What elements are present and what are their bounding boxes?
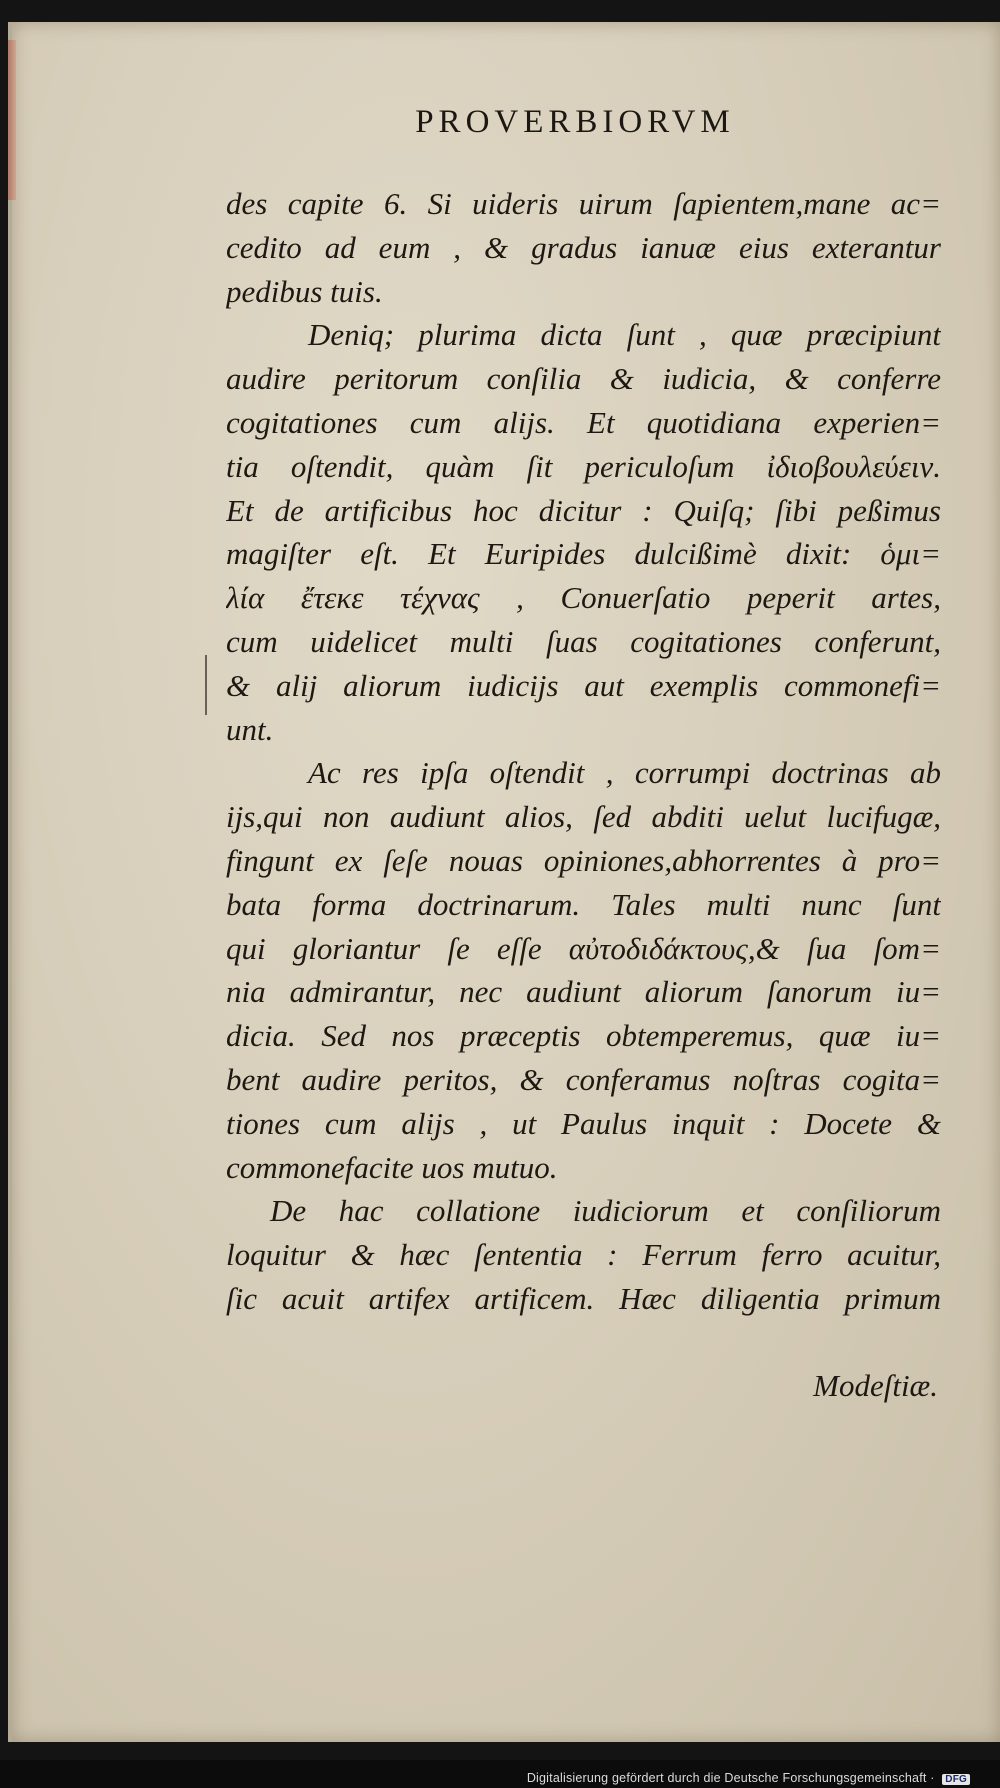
running-title: PROVERBIORVM [415,104,735,140]
body-text [226,182,941,1321]
text-line: tiones cum alijs , ut Paulus inquit : Docete & [226,1105,941,1141]
text-line: audire peritorum conſilia & iudicia, & conferre [226,361,941,397]
dfg-logo: DFG [942,1774,970,1785]
text-line: Ac res ipſa oſtendit , corrumpi doctrinas ab [308,755,941,791]
text-line: nia admirantur, nec audiunt aliorum ſanorum iu= [226,974,941,1010]
text-line: cedito ad eum , & gradus ianuæ eius exterantur [226,229,941,265]
text-line: pedibus tuis. [226,273,383,309]
text-line: & alij aliorum iudicijs aut exemplis commonefi= [226,667,941,703]
text-line: bata forma doctrinarum. Tales multi nunc ſunt [226,886,941,922]
text-line: magiſter eſt. Et Euripides dulcißimè dixit: ὁμι= [226,536,941,572]
text-line: Et de artificibus hoc dicitur : Quiſq; ſibi peßimus [226,492,941,528]
text-line: bent audire peritos, & conferamus noſtras cogita= [226,1061,941,1097]
text-line: tia oſtendit, quàm ſit periculoſum ἰδιοβουλεύειν. [226,448,941,484]
text-line: loquitur & hæc ſententia : Ferrum ferro acuitur, [226,1237,941,1273]
text-line: ijs,qui non audiunt alios, ſed abditi uelut lucifugæ, [226,799,941,835]
text-line: ſic acuit artifex artificem. Hæc diligentia primum [226,1280,941,1316]
footer-credit [527,1771,970,1785]
text-line: unt. [226,711,274,747]
text-line: qui gloriantur ſe eſſe αὐτοδιδάκτους,& ſua ſom= [226,930,941,966]
page-header [0,104,1000,141]
text-line: fingunt ex ſeſe nouas opiniones,abhorrentes à pro= [226,842,941,878]
text-line: commonefacite uos mutuo. [226,1149,558,1185]
text-line: λία ἔτεκε τέχνας , Conuerſatio peperit artes, [226,580,941,616]
text-line: De hac collatione iudiciorum et conſiliorum [270,1193,941,1229]
catchword: Modeſtiæ. [813,1368,938,1403]
text-line: dicia. Sed nos præceptis obtemperemus, quæ iu= [226,1018,941,1054]
text-line: cum uidelicet multi ſuas cogitationes conferunt, [226,623,941,659]
text-line: des capite 6. Si uideris uirum ſapientem,mane ac= [226,186,941,221]
text-line: Deniq; plurima dicta ſunt , quæ præcipiunt [308,317,941,353]
footer-credit-text: Digitalisierung gefördert durch die Deutsche Forschungsgemeinschaft · [526,1771,935,1785]
text-line: cogitationes cum alijs. Et quotidiana experien= [226,404,941,440]
margin-mark [205,655,207,715]
